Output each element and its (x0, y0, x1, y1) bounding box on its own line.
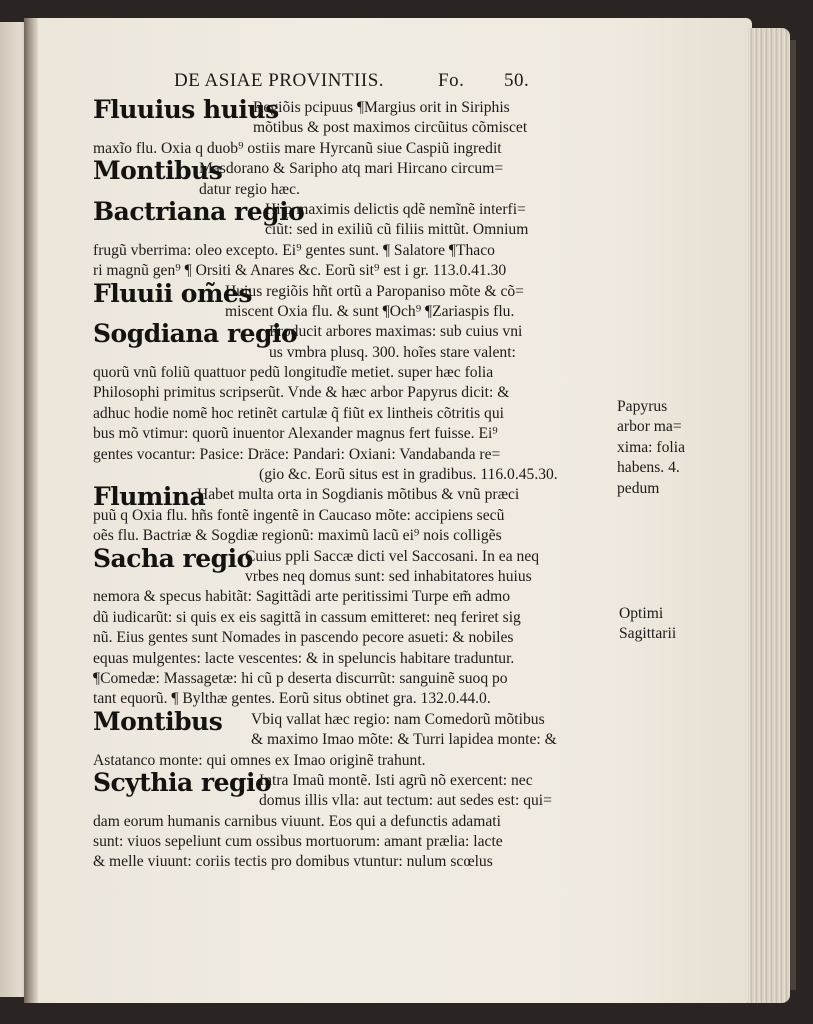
text-line: frugũ vberrima: oleo excepto. Ei⁹ gentes sunt. ¶ Salatore ¶Thaco (93, 241, 495, 259)
text-line: (gio &c. Eorũ situs est in gradibus. 116.0.45.30. (259, 466, 558, 484)
margin-note-line: arbor ma= (617, 418, 682, 436)
folio-number: 50. (504, 70, 530, 91)
text-line: bus mõ vtimur: quorũ inuentor Alexander magnus fert fuisse. Ei⁹ (93, 425, 498, 443)
text-line: ri magnũ gen⁹ ¶ Orsiti & Anares &c. Eorũ sit⁹ est i gr. 113.0.41.30 (93, 262, 507, 280)
entry-heading: Bactriana regio (93, 196, 305, 226)
folio-label: Fo. (438, 70, 465, 91)
text-line: Huius regiõis hñt ortũ a Paropaniso mõte & cõ= (225, 282, 524, 300)
margin-note-line: Sagittarii (619, 625, 677, 643)
running-header (174, 70, 574, 96)
text-line: Cuius ppli Saccæ dicti vel Saccosani. In ea neq (245, 547, 540, 565)
entry-heading: Fluuii om̃es (93, 278, 252, 308)
text-line: Philosophi primitus scripserũt. Vnde & hæc arbor Papyrus dicit: & (93, 384, 510, 402)
text-line: domus illis vlla: aut tectum: aut sedes est: qui= (259, 792, 552, 810)
text-line: ciũt: sed in exiliũ cũ filiis mittũt. Omnium (265, 221, 529, 239)
text-line: sunt: viuos sepeliunt cum ossibus mortuorum: amant prælia: lacte (93, 833, 503, 851)
text-line: & maximo Imao mõte: & Turri lapidea monte: & (251, 731, 557, 749)
text-line: equas mulgentes: lacte vescentes: & in speluncis habitare traduntur. (93, 649, 515, 667)
text-line: adhuc hodie nomẽ hoc retinẽt cartulæ q̃ fiũt ex lintheis cõtritis qui (93, 404, 504, 422)
text-line: Intra Imaũ montẽ. Isti agrũ nõ exercent: nec (259, 771, 533, 789)
text-line: Hi p maximis delictis qdẽ nemĩnẽ interfi= (265, 200, 526, 218)
text-line: mõtibus & post maximos circũitus cõmiscet (253, 119, 528, 137)
entry-heading: Sogdiana regio (93, 319, 298, 349)
entry-heading: Montibus (93, 156, 223, 186)
text-line: ¶Comedæ: Massagetæ: hi cũ p deserta discurrũt: sanguinẽ suoq po (93, 669, 508, 687)
margin-note-line: xima: folia (617, 438, 685, 456)
text-line: Astatanco monte: qui omnes ex Imao originẽ trahunt. (93, 751, 426, 769)
text-line: & melle viuunt: coriis tectis pro domibus vtuntur: nulum scœlus (93, 853, 493, 871)
entry (93, 95, 605, 159)
page-edges (748, 28, 790, 1003)
text-line: dũ iudicarũt: si quis ex eis sagittã in cassum emitteret: neq feriret sig (93, 608, 521, 626)
entry (93, 706, 605, 771)
text-line: nũ. Eius gentes sunt Nomades in pascendo pecore asueti: & nobiles (93, 629, 514, 647)
text-line: miscent Oxia flu. & sunt ¶Och⁹ ¶Zariaspis flu. (225, 302, 515, 320)
main-text-block (93, 95, 605, 873)
text-line: datur regio hæc. (199, 180, 300, 198)
entry-heading: Montibus (93, 706, 223, 736)
text-line: quorũ vnũ foliũ quattuor pedũ longitudĩe metiet. super hæc folia (93, 364, 494, 382)
entry (93, 767, 605, 873)
margin-note-line: habens. 4. (617, 459, 680, 477)
entry (93, 156, 605, 200)
entry-heading: Sacha regio (93, 543, 253, 573)
entry (93, 196, 605, 282)
entry (93, 543, 605, 710)
margin-note-sagittarii (619, 604, 676, 645)
entry-heading: Flumina (93, 482, 206, 512)
text-line: Habet multa orta in Sogdianis mõtibus & vnũ præci (197, 486, 520, 504)
gutter (24, 18, 38, 1003)
margin-note-line: Papyrus (617, 398, 668, 415)
text-line: nemora & specus habitãt: Sagittãdi arte peritissimi Turpe em̃ admo (93, 588, 511, 606)
text-line: gentes vocantur: Pasice: Dräce: Pandari: Oxiani: Vandabanda re= (93, 445, 501, 463)
text-line: maxĩo flu. Oxia q duob⁹ ostiis mare Hyrcanũ siue Caspiũ ingredit (93, 139, 502, 157)
entry (93, 278, 605, 323)
margin-note-papyrus (617, 397, 685, 499)
text-line: oẽs flu. Bactriæ & Sogdiæ regionũ: maximũ lacũ ei⁹ nois colligẽs (93, 527, 502, 545)
entry (93, 319, 605, 485)
text-line: tant equorũ. ¶ Bylthæ gentes. Eorũ situs obtinet gra. 132.0.44.0. (93, 690, 491, 708)
text-line: vrbes neq domus sunt: sed inhabitatores huius (245, 567, 532, 585)
margin-note-line: Optimi (619, 605, 664, 622)
text-line: puũ q Oxia flu. hñs fontẽ ingentẽ in Caucaso mõte: accipiens secũ (93, 506, 505, 524)
entry-heading: Fluuius huius (93, 95, 279, 124)
running-title: DE ASIAE PROVINTIIS. (174, 70, 385, 91)
text-line: Masdorano & Sariphо atq mari Hircano circum= (199, 160, 504, 178)
entry-heading: Scythia regio (93, 767, 272, 797)
entry (93, 482, 605, 546)
text-line: Regiõis pcipuus ¶Margius orit in Siriphis (253, 99, 510, 116)
text-line: dam eorum humanis carnibus viuunt. Eos qui a defunctis adamati (93, 812, 501, 830)
text-line: us vmbra plusq. 300. hoĩes stare valent: (269, 343, 516, 361)
margin-note-line: pedum (617, 479, 660, 497)
text-line: Producit arbores maximas: sub cuius vni (269, 323, 523, 341)
text-line: Vbiq vallat hæc regio: nam Comedorũ mõtibus (251, 710, 545, 728)
